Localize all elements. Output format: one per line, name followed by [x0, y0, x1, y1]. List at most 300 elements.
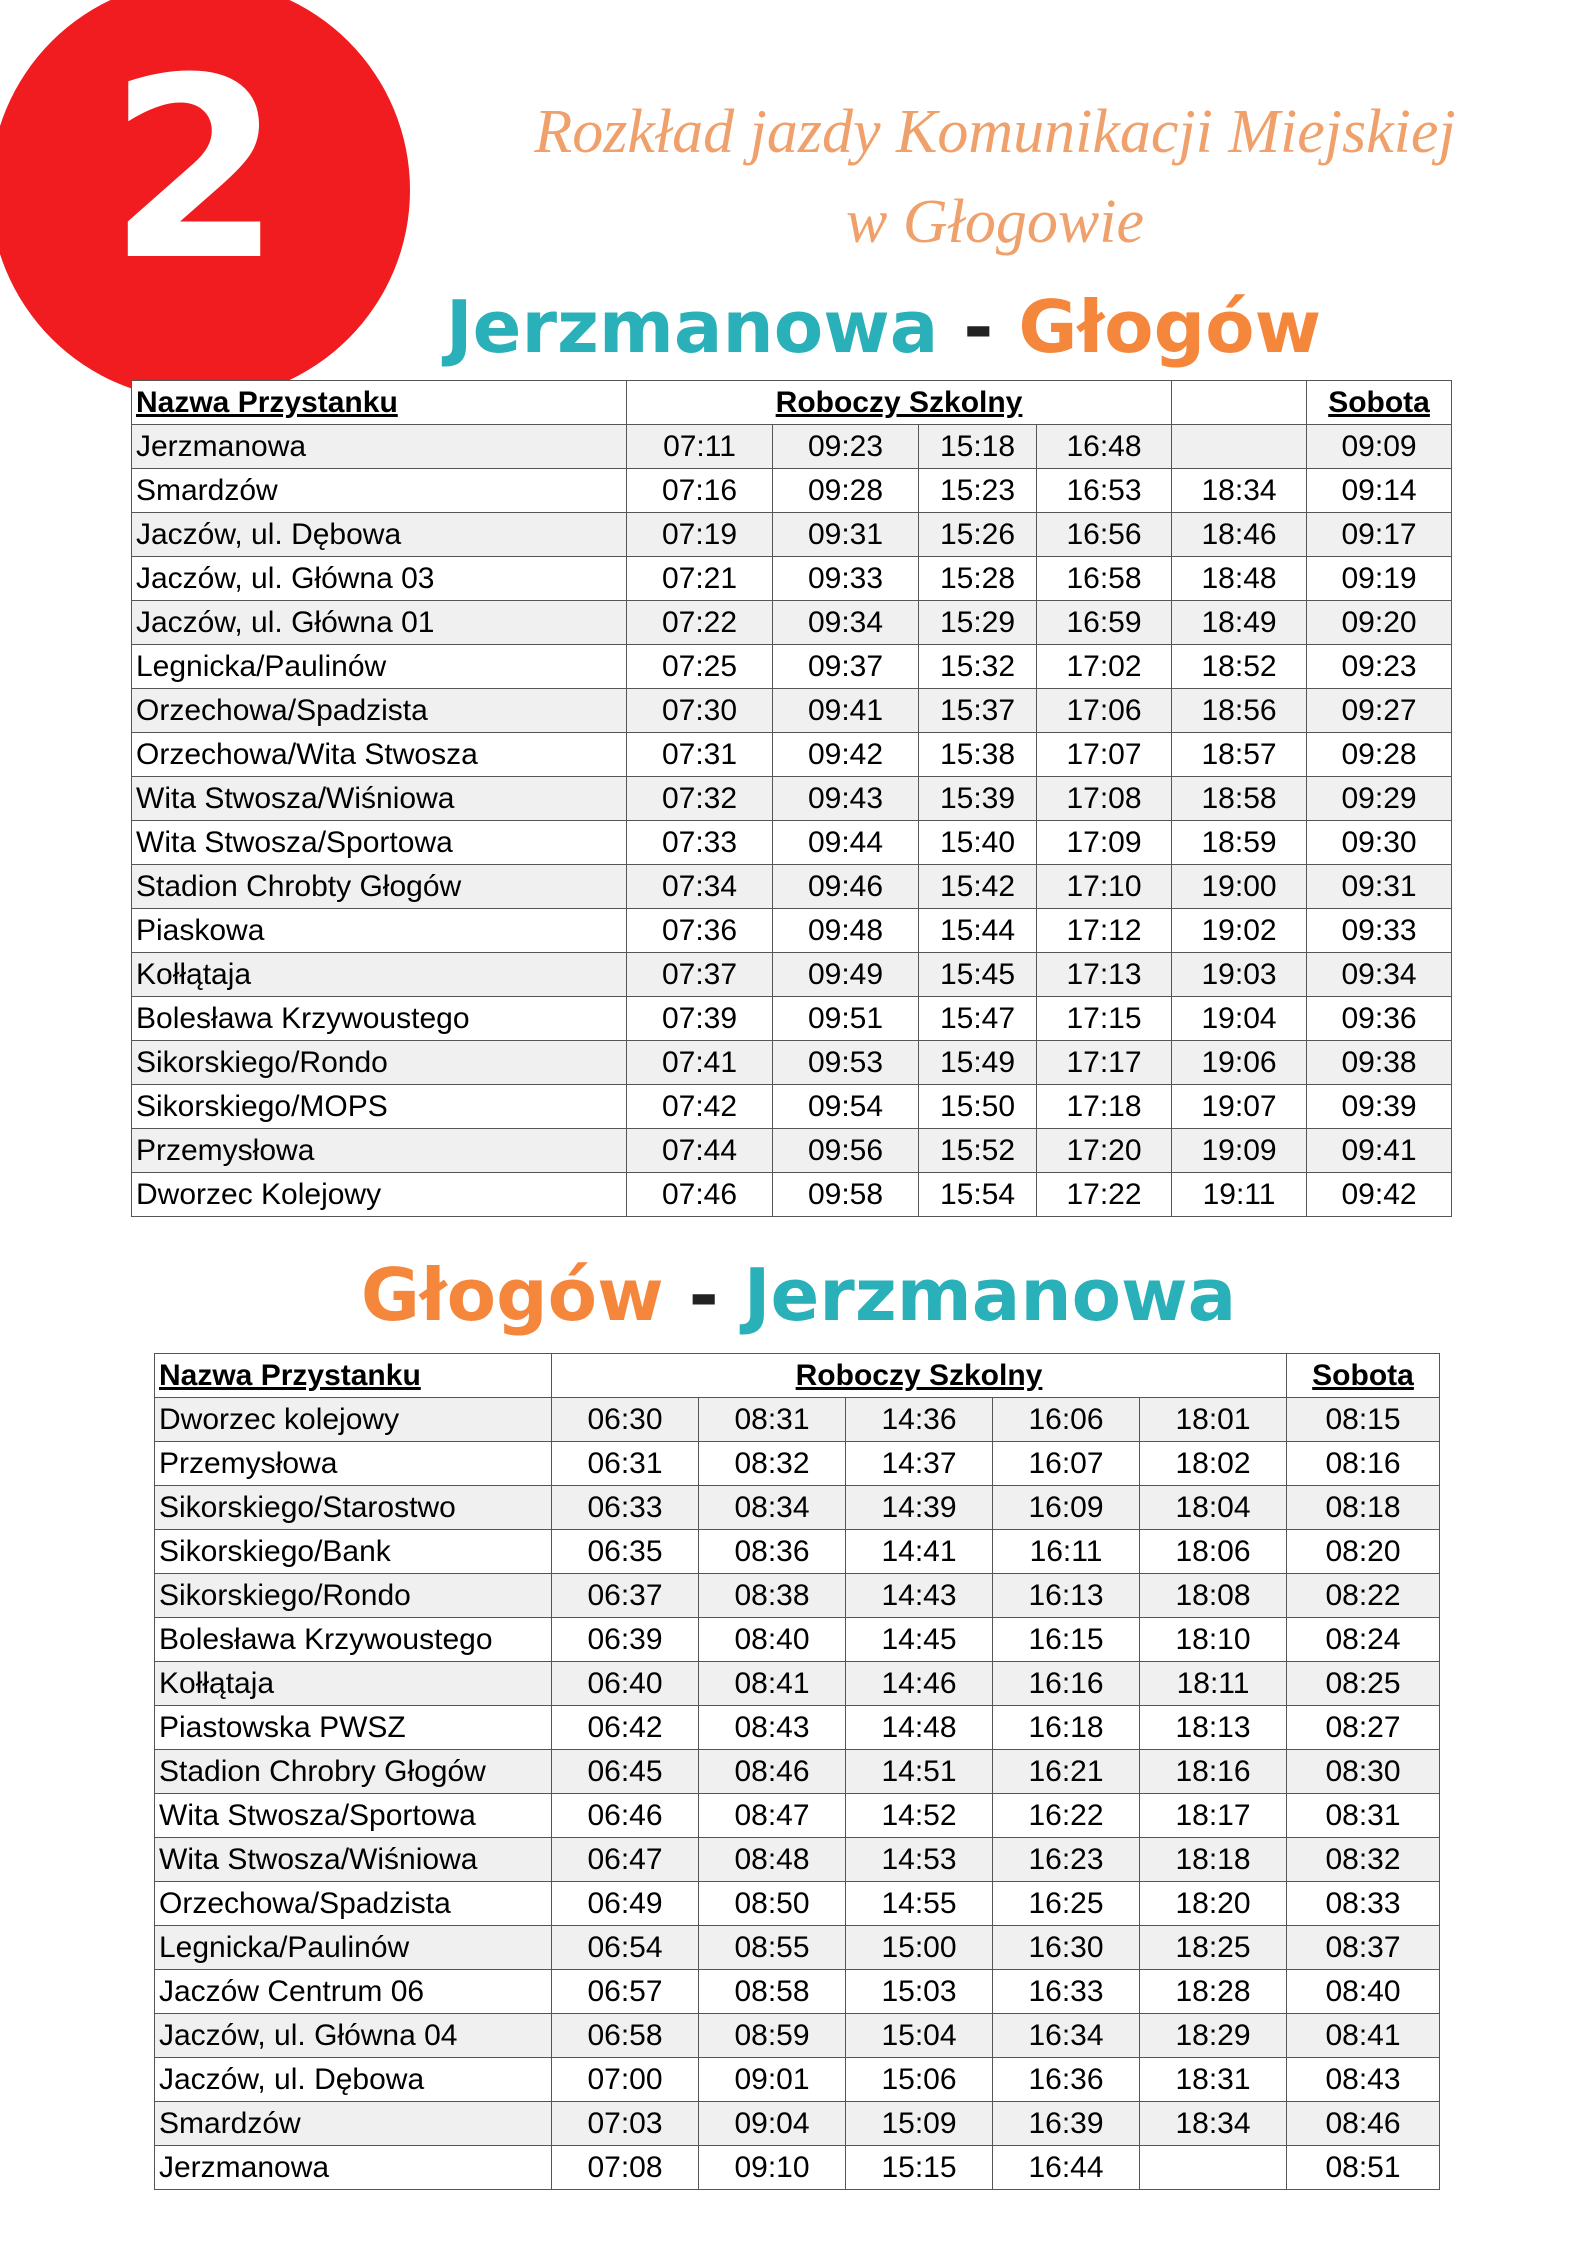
departure-time-cell: 15:26 — [919, 513, 1037, 557]
departure-time-cell: 06:57 — [552, 1970, 699, 2014]
departure-time-cell: 07:41 — [627, 1041, 773, 1085]
stop-name-cell: Jaczów, ul. Dębowa — [132, 513, 627, 557]
departure-time-cell: 18:56 — [1172, 689, 1307, 733]
column-header-weekday: Roboczy Szkolny — [627, 381, 1172, 425]
departure-time-cell: 15:37 — [919, 689, 1037, 733]
departure-time-cell: 16:15 — [993, 1618, 1140, 1662]
departure-time-cell: 17:02 — [1037, 645, 1172, 689]
stop-name-cell: Smardzów — [155, 2102, 552, 2146]
table-row — [155, 2102, 1440, 2146]
departure-time-cell: 15:15 — [846, 2146, 993, 2190]
departure-time-cell: 15:06 — [846, 2058, 993, 2102]
departure-time-cell: 08:55 — [699, 1926, 846, 1970]
departure-time-cell: 08:41 — [1287, 2014, 1440, 2058]
departure-time-cell: 06:40 — [552, 1662, 699, 1706]
stop-name-cell: Jerzmanowa — [132, 425, 627, 469]
departure-time-cell: 15:29 — [919, 601, 1037, 645]
departure-time-cell: 09:42 — [773, 733, 919, 777]
route-heading-return — [0, 1250, 1587, 1340]
table-header-row — [132, 381, 1452, 425]
departure-time-cell: 08:15 — [1287, 1398, 1440, 1442]
departure-time-cell: 14:52 — [846, 1794, 993, 1838]
departure-time-cell: 07:16 — [627, 469, 773, 513]
departure-time-cell: 17:09 — [1037, 821, 1172, 865]
departure-time-cell: 17:13 — [1037, 953, 1172, 997]
table-row — [155, 1574, 1440, 1618]
departure-time-cell: 15:32 — [919, 645, 1037, 689]
departure-time-cell: 14:43 — [846, 1574, 993, 1618]
table-row — [132, 1129, 1452, 1173]
departure-time-cell: 06:30 — [552, 1398, 699, 1442]
departure-time-cell: 06:45 — [552, 1750, 699, 1794]
column-header-extra — [1172, 381, 1307, 425]
departure-time-cell: 16:21 — [993, 1750, 1140, 1794]
departure-time-cell: 16:06 — [993, 1398, 1140, 1442]
table-row — [132, 1173, 1452, 1217]
departure-time-cell: 18:16 — [1140, 1750, 1287, 1794]
table-row — [155, 1794, 1440, 1838]
departure-time-cell: 09:51 — [773, 997, 919, 1041]
table-row — [132, 1085, 1452, 1129]
stop-name-cell: Kołłątaja — [155, 1662, 552, 1706]
departure-time-cell: 14:41 — [846, 1530, 993, 1574]
departure-time-cell: 09:48 — [773, 909, 919, 953]
stop-name-cell: Legnicka/Paulinów — [132, 645, 627, 689]
table-row — [132, 645, 1452, 689]
table-row — [155, 1530, 1440, 1574]
departure-time-cell: 07:44 — [627, 1129, 773, 1173]
departure-time-cell: 19:04 — [1172, 997, 1307, 1041]
departure-time-cell: 18:34 — [1172, 469, 1307, 513]
departure-time-cell: 09:17 — [1307, 513, 1452, 557]
departure-time-cell: 07:33 — [627, 821, 773, 865]
stop-name-cell: Smardzów — [132, 469, 627, 513]
table-row — [155, 1882, 1440, 1926]
departure-time-cell: 08:38 — [699, 1574, 846, 1618]
departure-time-cell: 16:58 — [1037, 557, 1172, 601]
table-row — [155, 1970, 1440, 2014]
departure-time-cell: 16:25 — [993, 1882, 1140, 1926]
departure-time-cell: 07:30 — [627, 689, 773, 733]
departure-time-cell: 18:29 — [1140, 2014, 1287, 2058]
departure-time-cell: 17:17 — [1037, 1041, 1172, 1085]
departure-time-cell: 09:30 — [1307, 821, 1452, 865]
departure-time-cell: 09:23 — [1307, 645, 1452, 689]
table-row — [155, 2014, 1440, 2058]
departure-time-cell: 16:39 — [993, 2102, 1140, 2146]
departure-time-cell: 09:38 — [1307, 1041, 1452, 1085]
departure-time-cell: 08:47 — [699, 1794, 846, 1838]
table-row — [132, 425, 1452, 469]
route-dash: - — [688, 1253, 719, 1337]
departure-time-cell: 09:46 — [773, 865, 919, 909]
departure-time-cell: 08:31 — [699, 1398, 846, 1442]
stop-name-cell: Dworzec kolejowy — [155, 1398, 552, 1442]
departure-time-cell: 09:33 — [1307, 909, 1452, 953]
stop-name-cell: Sikorskiego/Rondo — [132, 1041, 627, 1085]
departure-time-cell: 09:54 — [773, 1085, 919, 1129]
departure-time-cell: 07:32 — [627, 777, 773, 821]
departure-time-cell: 08:43 — [1287, 2058, 1440, 2102]
stop-name-cell: Piastowska PWSZ — [155, 1706, 552, 1750]
departure-time-cell: 06:46 — [552, 1794, 699, 1838]
departure-time-cell: 15:52 — [919, 1129, 1037, 1173]
departure-time-cell: 16:59 — [1037, 601, 1172, 645]
timetable-outbound — [131, 380, 1452, 1217]
table-row — [155, 1486, 1440, 1530]
departure-time-cell: 18:46 — [1172, 513, 1307, 557]
departure-time-cell: 08:25 — [1287, 1662, 1440, 1706]
departure-time-cell: 19:07 — [1172, 1085, 1307, 1129]
departure-time-cell: 09:14 — [1307, 469, 1452, 513]
departure-time-cell: 09:34 — [1307, 953, 1452, 997]
table-row — [132, 953, 1452, 997]
stop-name-cell: Sikorskiego/Rondo — [155, 1574, 552, 1618]
column-header-stop: Nazwa Przystanku — [155, 1354, 552, 1398]
departure-time-cell: 08:40 — [699, 1618, 846, 1662]
departure-time-cell: 15:00 — [846, 1926, 993, 1970]
table-header-row — [155, 1354, 1440, 1398]
route-to: Jerzmanowa — [743, 1253, 1237, 1337]
departure-time-cell: 16:11 — [993, 1530, 1140, 1574]
departure-time-cell: 07:21 — [627, 557, 773, 601]
stop-name-cell: Jaczów, ul. Główna 04 — [155, 2014, 552, 2058]
table-row — [155, 1398, 1440, 1442]
departure-time-cell: 18:57 — [1172, 733, 1307, 777]
departure-time-cell: 14:39 — [846, 1486, 993, 1530]
departure-time-cell: 14:48 — [846, 1706, 993, 1750]
departure-time-cell: 15:18 — [919, 425, 1037, 469]
departure-time-cell: 19:03 — [1172, 953, 1307, 997]
departure-time-cell: 15:09 — [846, 2102, 993, 2146]
stop-name-cell: Jerzmanowa — [155, 2146, 552, 2190]
departure-time-cell: 07:31 — [627, 733, 773, 777]
stop-name-cell: Kołłątaja — [132, 953, 627, 997]
table-row — [155, 1662, 1440, 1706]
departure-time-cell: 06:35 — [552, 1530, 699, 1574]
departure-time-cell: 08:30 — [1287, 1750, 1440, 1794]
departure-time-cell: 09:29 — [1307, 777, 1452, 821]
departure-time-cell: 19:02 — [1172, 909, 1307, 953]
column-header-saturday: Sobota — [1307, 381, 1452, 425]
stop-name-cell: Wita Stwosza/Sportowa — [132, 821, 627, 865]
stop-name-cell: Stadion Chrobty Głogów — [132, 865, 627, 909]
stop-name-cell: Przemysłowa — [132, 1129, 627, 1173]
stop-name-cell: Piaskowa — [132, 909, 627, 953]
departure-time-cell: 09:37 — [773, 645, 919, 689]
route-from: Jerzmanowa — [445, 285, 939, 369]
departure-time-cell: 16:18 — [993, 1706, 1140, 1750]
departure-time-cell: 18:34 — [1140, 2102, 1287, 2146]
route-to: Głogów — [1018, 285, 1322, 369]
departure-time-cell: 08:18 — [1287, 1486, 1440, 1530]
departure-time-cell: 09:31 — [1307, 865, 1452, 909]
table-row — [155, 2058, 1440, 2102]
departure-time-cell: 17:07 — [1037, 733, 1172, 777]
timetable-title-line2: w Głogowie — [846, 188, 1144, 256]
table-row — [155, 1618, 1440, 1662]
departure-time-cell: 08:37 — [1287, 1926, 1440, 1970]
table-row — [132, 733, 1452, 777]
departure-time-cell: 09:10 — [699, 2146, 846, 2190]
departure-time-cell: 06:47 — [552, 1838, 699, 1882]
departure-time-cell: 09:19 — [1307, 557, 1452, 601]
departure-time-cell: 09:31 — [773, 513, 919, 557]
departure-time-cell: 14:55 — [846, 1882, 993, 1926]
departure-time-cell: 14:46 — [846, 1662, 993, 1706]
stop-name-cell: Jaczów, ul. Dębowa — [155, 2058, 552, 2102]
departure-time-cell: 08:36 — [699, 1530, 846, 1574]
departure-time-cell: 08:27 — [1287, 1706, 1440, 1750]
departure-time-cell: 09:36 — [1307, 997, 1452, 1041]
departure-time-cell: 15:47 — [919, 997, 1037, 1041]
departure-time-cell: 17:22 — [1037, 1173, 1172, 1217]
departure-time-cell: 07:36 — [627, 909, 773, 953]
stop-name-cell: Dworzec Kolejowy — [132, 1173, 627, 1217]
table-row — [132, 513, 1452, 557]
departure-time-cell: 15:54 — [919, 1173, 1037, 1217]
departure-time-cell: 16:56 — [1037, 513, 1172, 557]
departure-time-cell: 09:43 — [773, 777, 919, 821]
departure-time-cell: 16:34 — [993, 2014, 1140, 2058]
departure-time-cell: 09:20 — [1307, 601, 1452, 645]
departure-time-cell: 09:04 — [699, 2102, 846, 2146]
stop-name-cell: Przemysłowa — [155, 1442, 552, 1486]
departure-time-cell: 18:48 — [1172, 557, 1307, 601]
departure-time-cell: 18:17 — [1140, 1794, 1287, 1838]
table-row — [155, 1442, 1440, 1486]
table-row — [132, 777, 1452, 821]
stop-name-cell: Sikorskiego/MOPS — [132, 1085, 627, 1129]
table-body — [155, 1398, 1440, 2190]
departure-time-cell: 18:18 — [1140, 1838, 1287, 1882]
departure-time-cell: 18:25 — [1140, 1926, 1287, 1970]
departure-time-cell: 07:34 — [627, 865, 773, 909]
departure-time-cell: 09:49 — [773, 953, 919, 997]
departure-time-cell: 07:00 — [552, 2058, 699, 2102]
departure-time-cell: 17:08 — [1037, 777, 1172, 821]
table-row — [155, 2146, 1440, 2190]
departure-time-cell: 09:41 — [773, 689, 919, 733]
departure-time-cell: 08:32 — [699, 1442, 846, 1486]
route-from: Głogów — [360, 1253, 664, 1337]
departure-time-cell: 09:28 — [1307, 733, 1452, 777]
departure-time-cell: 14:45 — [846, 1618, 993, 1662]
departure-time-cell: 15:50 — [919, 1085, 1037, 1129]
departure-time-cell: 08:33 — [1287, 1882, 1440, 1926]
departure-time-cell: 08:48 — [699, 1838, 846, 1882]
departure-time-cell: 18:06 — [1140, 1530, 1287, 1574]
table-row — [132, 1041, 1452, 1085]
departure-time-cell: 15:42 — [919, 865, 1037, 909]
departure-time-cell: 09:34 — [773, 601, 919, 645]
table-row — [132, 689, 1452, 733]
stop-name-cell: Orzechowa/Spadzista — [155, 1882, 552, 1926]
departure-time-cell: 14:51 — [846, 1750, 993, 1794]
departure-time-cell: 14:37 — [846, 1442, 993, 1486]
departure-time-cell: 08:50 — [699, 1882, 846, 1926]
departure-time-cell: 06:58 — [552, 2014, 699, 2058]
departure-time-cell: 18:49 — [1172, 601, 1307, 645]
timetable-title-line1: Rozkład jazdy Komunikacji Miejskiej — [534, 98, 1456, 166]
departure-time-cell: 07:46 — [627, 1173, 773, 1217]
departure-time-cell: 08:46 — [699, 1750, 846, 1794]
departure-time-cell: 08:43 — [699, 1706, 846, 1750]
departure-time-cell: 15:45 — [919, 953, 1037, 997]
departure-time-cell: 15:23 — [919, 469, 1037, 513]
table-body — [132, 425, 1452, 1217]
departure-time-cell: 18:20 — [1140, 1882, 1287, 1926]
departure-time-cell: 15:03 — [846, 1970, 993, 2014]
stop-name-cell: Sikorskiego/Bank — [155, 1530, 552, 1574]
departure-time-cell: 18:04 — [1140, 1486, 1287, 1530]
departure-time-cell: 19:06 — [1172, 1041, 1307, 1085]
departure-time-cell: 06:39 — [552, 1618, 699, 1662]
departure-time-cell: 06:49 — [552, 1882, 699, 1926]
departure-time-cell: 07:03 — [552, 2102, 699, 2146]
departure-time-cell: 07:25 — [627, 645, 773, 689]
table-row — [155, 1926, 1440, 1970]
table-row — [132, 821, 1452, 865]
departure-time-cell: 07:39 — [627, 997, 773, 1041]
departure-time-cell: 15:49 — [919, 1041, 1037, 1085]
departure-time-cell: 08:22 — [1287, 1574, 1440, 1618]
departure-time-cell: 16:48 — [1037, 425, 1172, 469]
stop-name-cell: Wita Stwosza/Sportowa — [155, 1794, 552, 1838]
departure-time-cell: 17:20 — [1037, 1129, 1172, 1173]
stop-name-cell: Wita Stwosza/Wiśniowa — [132, 777, 627, 821]
departure-time-cell: 15:04 — [846, 2014, 993, 2058]
departure-time-cell: 09:28 — [773, 469, 919, 513]
departure-time-cell: 17:15 — [1037, 997, 1172, 1041]
departure-time-cell: 09:09 — [1307, 425, 1452, 469]
departure-time-cell: 08:40 — [1287, 1970, 1440, 2014]
column-header-weekday: Roboczy Szkolny — [552, 1354, 1287, 1398]
departure-time-cell: 19:00 — [1172, 865, 1307, 909]
departure-time-cell: 18:13 — [1140, 1706, 1287, 1750]
departure-time-cell: 07:08 — [552, 2146, 699, 2190]
timetable-return — [154, 1353, 1440, 2190]
stop-name-cell: Bolesława Krzywoustego — [132, 997, 627, 1041]
departure-time-cell: 08:20 — [1287, 1530, 1440, 1574]
departure-time-cell: 16:44 — [993, 2146, 1140, 2190]
departure-time-cell: 15:44 — [919, 909, 1037, 953]
departure-time-cell: 18:58 — [1172, 777, 1307, 821]
departure-time-cell: 15:39 — [919, 777, 1037, 821]
departure-time-cell: 09:42 — [1307, 1173, 1452, 1217]
table-row — [132, 557, 1452, 601]
departure-time-cell: 16:13 — [993, 1574, 1140, 1618]
departure-time-cell: 09:56 — [773, 1129, 919, 1173]
departure-time-cell: 07:11 — [627, 425, 773, 469]
departure-time-cell: 18:01 — [1140, 1398, 1287, 1442]
departure-time-cell: 06:33 — [552, 1486, 699, 1530]
departure-time-cell: 09:58 — [773, 1173, 919, 1217]
departure-time-cell: 06:42 — [552, 1706, 699, 1750]
departure-time-cell: 17:06 — [1037, 689, 1172, 733]
departure-time-cell: 18:02 — [1140, 1442, 1287, 1486]
stop-name-cell: Orzechowa/Spadzista — [132, 689, 627, 733]
departure-time-cell: 18:52 — [1172, 645, 1307, 689]
route-dash: - — [963, 285, 994, 369]
departure-time-cell: 18:08 — [1140, 1574, 1287, 1618]
departure-time-cell: 16:36 — [993, 2058, 1140, 2102]
departure-time-cell: 16:33 — [993, 1970, 1140, 2014]
departure-time-cell: 18:10 — [1140, 1618, 1287, 1662]
departure-time-cell: 07:37 — [627, 953, 773, 997]
table-row — [132, 909, 1452, 953]
departure-time-cell: 06:54 — [552, 1926, 699, 1970]
column-header-saturday: Sobota — [1287, 1354, 1440, 1398]
table-row — [132, 997, 1452, 1041]
departure-time-cell: 19:11 — [1172, 1173, 1307, 1217]
departure-time-cell: 16:16 — [993, 1662, 1140, 1706]
departure-time-cell: 16:07 — [993, 1442, 1140, 1486]
departure-time-cell: 08:41 — [699, 1662, 846, 1706]
departure-time-cell: 16:23 — [993, 1838, 1140, 1882]
departure-time-cell: 15:38 — [919, 733, 1037, 777]
departure-time-cell: 07:19 — [627, 513, 773, 557]
departure-time-cell: 08:58 — [699, 1970, 846, 2014]
departure-time-cell: 18:31 — [1140, 2058, 1287, 2102]
departure-time-cell — [1140, 2146, 1287, 2190]
departure-time-cell: 06:37 — [552, 1574, 699, 1618]
stop-name-cell: Wita Stwosza/Wiśniowa — [155, 1838, 552, 1882]
departure-time-cell: 09:01 — [699, 2058, 846, 2102]
departure-time-cell: 15:40 — [919, 821, 1037, 865]
stop-name-cell: Jaczów, ul. Główna 03 — [132, 557, 627, 601]
departure-time-cell: 08:51 — [1287, 2146, 1440, 2190]
stop-name-cell: Sikorskiego/Starostwo — [155, 1486, 552, 1530]
departure-time-cell: 09:33 — [773, 557, 919, 601]
departure-time-cell: 14:36 — [846, 1398, 993, 1442]
departure-time-cell: 15:28 — [919, 557, 1037, 601]
stop-name-cell: Orzechowa/Wita Stwosza — [132, 733, 627, 777]
departure-time-cell: 08:16 — [1287, 1442, 1440, 1486]
stop-name-cell: Stadion Chrobry Głogów — [155, 1750, 552, 1794]
table-row — [132, 865, 1452, 909]
departure-time-cell: 08:46 — [1287, 2102, 1440, 2146]
departure-time-cell: 14:53 — [846, 1838, 993, 1882]
departure-time-cell: 09:27 — [1307, 689, 1452, 733]
departure-time-cell: 19:09 — [1172, 1129, 1307, 1173]
table-row — [155, 1706, 1440, 1750]
route-number: 2 — [108, 24, 282, 315]
departure-time-cell: 07:42 — [627, 1085, 773, 1129]
table-row — [155, 1750, 1440, 1794]
departure-time-cell: 06:31 — [552, 1442, 699, 1486]
departure-time-cell: 09:44 — [773, 821, 919, 865]
stop-name-cell: Legnicka/Paulinów — [155, 1926, 552, 1970]
departure-time-cell: 09:53 — [773, 1041, 919, 1085]
departure-time-cell: 08:32 — [1287, 1838, 1440, 1882]
column-header-stop: Nazwa Przystanku — [132, 381, 627, 425]
table-row — [155, 1838, 1440, 1882]
table-row — [132, 601, 1452, 645]
departure-time-cell: 16:22 — [993, 1794, 1140, 1838]
route-heading-outbound — [0, 282, 1587, 372]
stop-name-cell: Bolesława Krzywoustego — [155, 1618, 552, 1662]
departure-time-cell: 17:10 — [1037, 865, 1172, 909]
departure-time-cell: 09:39 — [1307, 1085, 1452, 1129]
departure-time-cell: 18:59 — [1172, 821, 1307, 865]
departure-time-cell: 08:59 — [699, 2014, 846, 2058]
departure-time-cell: 08:31 — [1287, 1794, 1440, 1838]
departure-time-cell: 16:30 — [993, 1926, 1140, 1970]
departure-time-cell: 09:41 — [1307, 1129, 1452, 1173]
departure-time-cell: 17:12 — [1037, 909, 1172, 953]
departure-time-cell: 08:24 — [1287, 1618, 1440, 1662]
